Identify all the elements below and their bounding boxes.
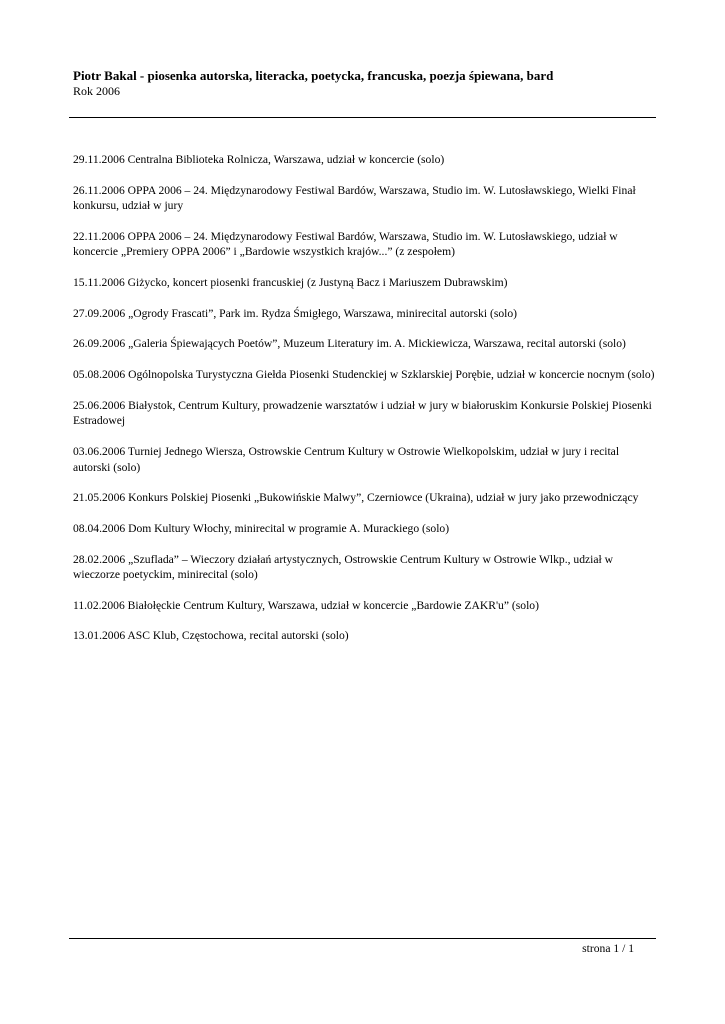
footer-divider (69, 938, 656, 939)
page-number: strona 1 / 1 (582, 942, 634, 955)
event-item: 08.04.2006 Dom Kultury Włochy, minirecital w programie A. Murackiego (solo) (73, 521, 450, 535)
event-item: 05.08.2006 Ogólnopolska Turystyczna Giełda Piosenki Studenckiej w Szklarskiej Porębie, udział w koncercie nocnym (solo) (73, 368, 655, 382)
event-item: 29.11.2006 Centralna Biblioteka Rolnicza, Warszawa, udział w koncercie (solo) (73, 153, 445, 166)
document-subtitle: Rok 2006 (73, 84, 121, 98)
event-list (73, 152, 657, 659)
event-item: 15.11.2006 Giżycko, koncert piosenki francuskiej (z Justyną Bacz i Mariuszem Dubrawskim) (73, 276, 508, 290)
header-divider (69, 117, 656, 118)
event-item: 11.02.2006 Białołęckie Centrum Kultury, Warszawa, udział w koncercie „Bardowie ZAKR'u” (solo) (73, 598, 539, 612)
event-item: 27.09.2006 „Ogrody Frascati”, Park im. Rydza Śmigłego, Warszawa, minirecital autorski (solo) (73, 306, 518, 320)
document-title: Piotr Bakal - piosenka autorska, literacka, poetycka, francuska, poezja śpiewana, bard (73, 68, 554, 83)
event-item: 26.09.2006 „Galeria Śpiewających Poetów”, Muzeum Literatury im. A. Mickiewicza, Warszawa, recital autorski (solo) (73, 337, 626, 351)
event-item: 22.11.2006 OPPA 2006 – 24. Międzynarodowy Festiwal Bardów, Warszawa, Studio im. W. Lutosławskiego, udział w koncercie „Premiery OPPA 2006” i „Bardowie wszystkich krajów...” (z zespołem) (73, 229, 618, 259)
event-item: 13.01.2006 ASC Klub, Częstochowa, recital autorski (solo) (73, 629, 349, 643)
event-item: 21.05.2006 Konkurs Polskiej Piosenki „Bukowińskie Malwy”, Czerniowce (Ukraina), udział w jury jako przewodniczący (73, 491, 639, 505)
event-item: 25.06.2006 Białystok, Centrum Kultury, prowadzenie warsztatów i udział w jury w białoruskim Konkursie Polskiej Piosenki Estradowej (73, 398, 652, 428)
event-item: 28.02.2006 „Szuflada” – Wieczory działań artystycznych, Ostrowskie Centrum Kultury w Ostrowie Wlkp., udział w wieczorze poetyckim, minirecital (solo) (73, 552, 614, 582)
event-item: 26.11.2006 OPPA 2006 – 24. Międzynarodowy Festiwal Bardów, Warszawa, Studio im. W. Lutosławskiego, Wielki Finał konkursu, udział w jury (73, 183, 636, 213)
event-item: 03.06.2006 Turniej Jednego Wiersza, Ostrowskie Centrum Kultury w Ostrowie Wielkopolskim, udział w jury i recital autorski (solo) (73, 445, 620, 474)
